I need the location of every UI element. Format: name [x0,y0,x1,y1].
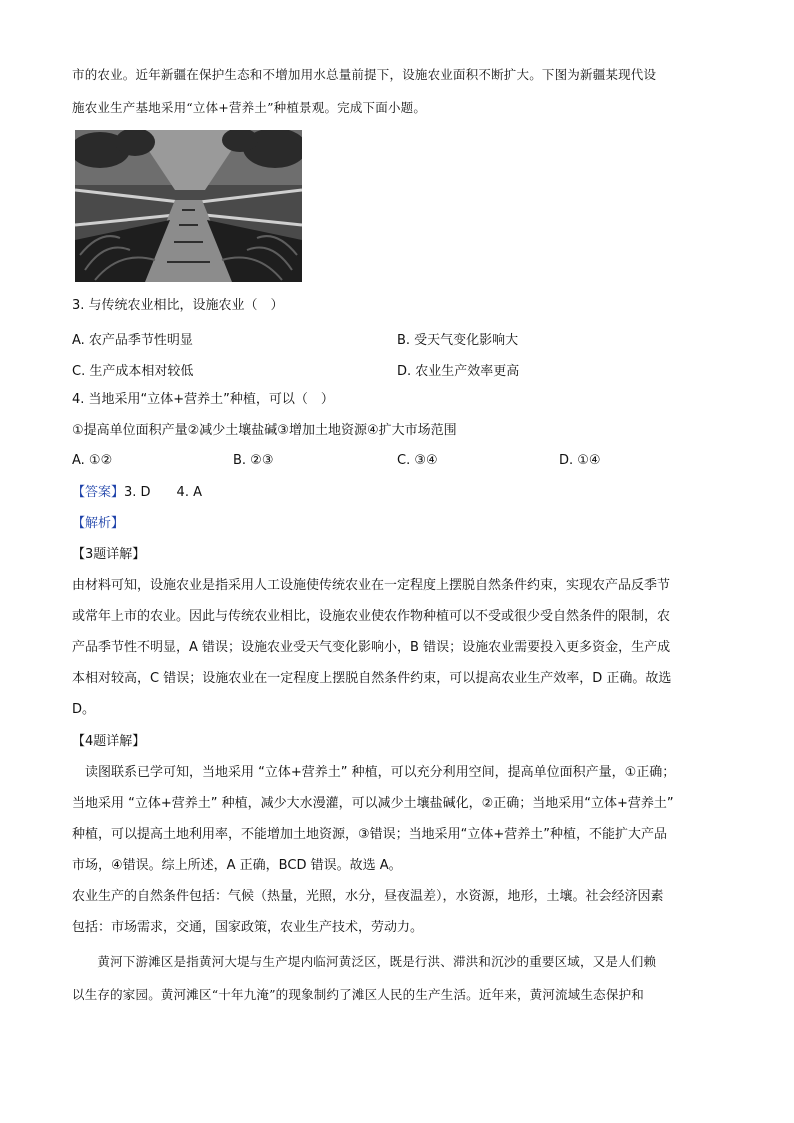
q3-option-b: B. 受天气变化影响大 [397,333,519,348]
q4-option-b: B. ②③ [233,453,274,468]
detail4-line: 市场，④错误。综上所述，A 正确，BCD 错误。故选 A。 [72,858,402,873]
q4-option-d: D. ①④ [559,453,601,468]
detail4-line: 读图联系已学可知，当地采用 “立体+营养土” 种植，可以充分利用空间，提高单位面积产量，①正确； [72,765,676,780]
detail4-line: 农业生产的自然条件包括：气候（热量，光照，水分，昼夜温差），水资源，地形，土壤。社会经济因素 [72,889,664,904]
detail3-line: 产品季节性不明显，A 错误；设施农业受天气变化影响小，B 错误；设施农业需要投入更多资金，生产成 [72,640,671,655]
detail4-line: 包括：市场需求，交通，国家政策，农业生产技术，劳动力。 [72,920,424,935]
answer-text: 3. D 4. A [124,485,202,500]
answer-row [72,484,202,502]
q3-option-d: D. 农业生产效率更高 [397,364,520,379]
q4-stem: 4. 当地采用“立体+营养土”种植，可以（ ） [72,392,334,407]
next-passage-line-2: 以生存的家园。黄河滩区“十年九淹”的现象制约了滩区人民的生产生活。近年来，黄河流域生态保护和 [72,987,644,1002]
q3-option-a: A. 农产品季节性明显 [72,333,193,348]
answer-label: 【答案】 [72,485,125,500]
detail3-line: 本相对较高，C 错误；设施农业在一定程度上摆脱自然条件约束，可以提高农业生产效率，D 正确。故选 [72,671,672,686]
intro-line-2: 施农业生产基地采用“立体+营养土”种植景观。完成下面小题。 [72,100,427,115]
next-passage-line-1: 黄河下游滩区是指黄河大堤与生产堤内临河黄泛区，既是行洪、滞洪和沉沙的重要区域，又是人们赖 [72,954,657,969]
analysis-label: 【解析】 [72,516,125,531]
detail4-line: 当地采用 “立体+营养土” 种植，减少大水漫灌，可以减少土壤盐碱化，②正确；当地采用“立体+营养土” [72,796,674,811]
intro-line-1: 市的农业。近年新疆在保护生态和不增加用水总量前提下，设施农业面积不断扩大。下图为新疆某现代设 [72,67,657,82]
q4-option-a: A. ①② [72,453,113,468]
detail4-label: 【4题详解】 [72,734,146,749]
detail3-line: 由材料可知，设施农业是指采用人工设施使传统农业在一定程度上摆脱自然条件约束，实现农产品反季节 [72,578,671,593]
detail3-line: D。 [72,702,96,717]
q4-items: ①提高单位面积产量②减少土壤盐碱③增加土地资源④扩大市场范围 [72,423,457,438]
detail3-label: 【3题详解】 [72,547,146,562]
q3-option-c: C. 生产成本相对较低 [72,364,194,379]
detail4-line: 种植，可以提高土地利用率，不能增加土地资源，③错误；当地采用“立体+营养土”种植，不能扩大产品 [72,827,668,842]
greenhouse-photo [75,130,302,282]
q3-stem: 3. 与传统农业相比，设施农业（ ） [72,298,284,313]
q4-option-c: C. ③④ [397,453,438,468]
detail3-line: 或常年上市的农业。因此与传统农业相比，设施农业使农作物种植可以不受或很少受自然条件的限制，农 [72,609,671,624]
